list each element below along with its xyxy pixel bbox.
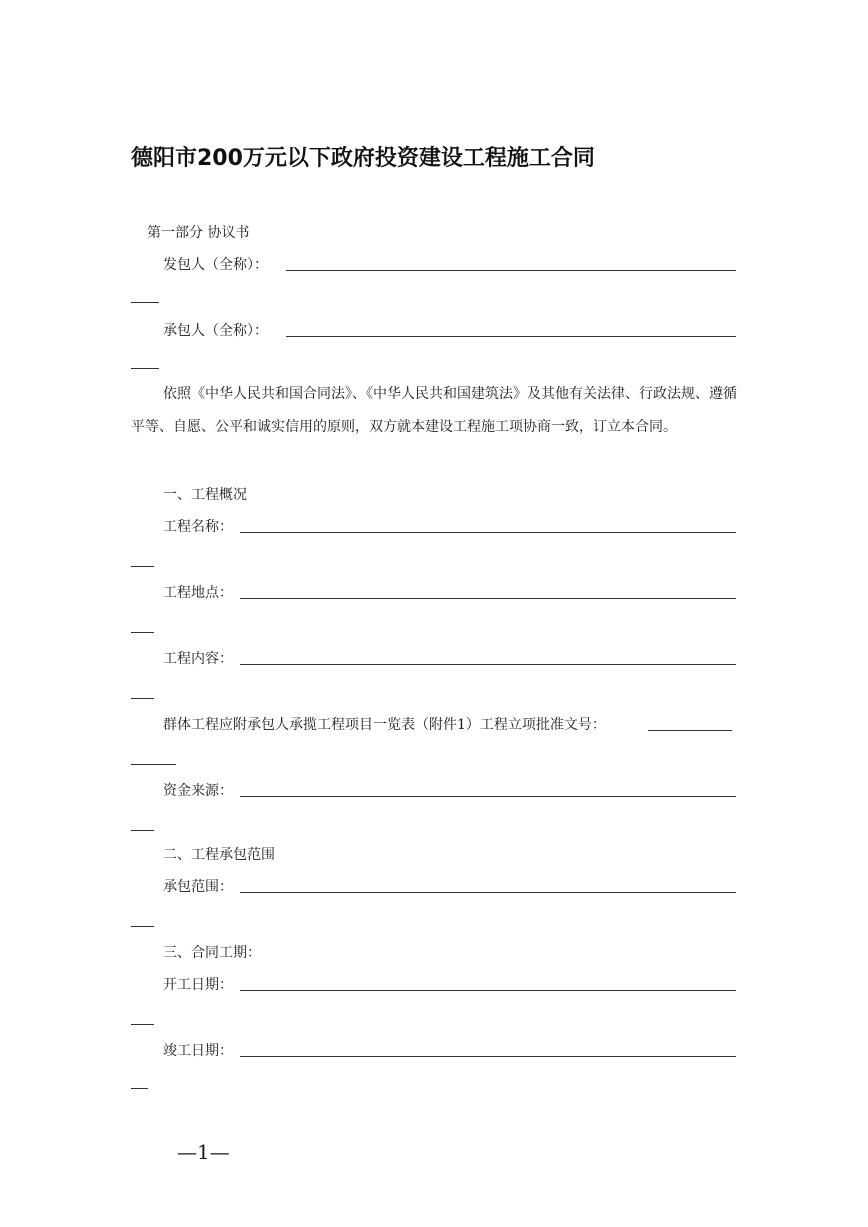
part-heading: 第一部分 协议书 — [147, 225, 250, 241]
intro-paragraph: 依照《中华人民共和国合同法》、《中华人民共和国建筑法》及其他有关法律、行政法规、遵循平等、自愿、公平和诚实信用的原则，双方就本建设工程施工项协商一致，订立本合同。 — [131, 386, 737, 435]
approval-number-fill-line[interactable] — [648, 730, 732, 731]
start-date-fill-line-cont — [131, 1024, 154, 1025]
project-content-label: 工程内容： — [163, 651, 233, 667]
employer-fill-line-cont — [131, 302, 159, 303]
document-title: 德阳市200万元以下政府投资建设工程施工合同 — [131, 146, 595, 171]
employer-label: 发包人（全称）： — [163, 257, 268, 273]
group-project-label: 群体工程应附承包人承揽工程项目一览表（附件1）工程立项批准文号： — [163, 717, 606, 733]
contractor-fill-line-cont — [131, 368, 159, 369]
completion-date-fill-line[interactable] — [240, 1056, 736, 1057]
completion-date-label: 竣工日期： — [163, 1043, 233, 1059]
section3-heading: 三、合同工期： — [163, 945, 261, 961]
contractor-label: 承包人（全称）： — [163, 323, 268, 339]
employer-fill-line[interactable] — [286, 270, 736, 271]
page-number: —1— — [177, 1140, 230, 1164]
project-content-fill-line[interactable] — [240, 664, 736, 665]
section1-heading: 一、工程概况 — [163, 487, 247, 503]
approval-number-fill-line-cont — [131, 764, 176, 765]
funding-label: 资金来源： — [163, 783, 233, 799]
start-date-label: 开工日期： — [163, 977, 233, 993]
funding-fill-line-cont — [131, 830, 154, 831]
scope-fill-line[interactable] — [240, 892, 736, 893]
scope-fill-line-cont — [131, 926, 154, 927]
section2-heading: 二、工程承包范围 — [163, 847, 275, 863]
project-name-fill-line[interactable] — [240, 532, 736, 533]
funding-fill-line[interactable] — [240, 796, 736, 797]
project-name-label: 工程名称： — [163, 519, 233, 535]
completion-date-fill-line-cont — [131, 1088, 148, 1089]
project-location-fill-line[interactable] — [240, 598, 736, 599]
project-content-fill-line-cont — [131, 698, 154, 699]
project-location-fill-line-cont — [131, 632, 154, 633]
scope-label: 承包范围： — [163, 879, 233, 895]
project-name-fill-line-cont — [131, 566, 154, 567]
project-location-label: 工程地点： — [163, 585, 233, 601]
contractor-fill-line[interactable] — [286, 336, 736, 337]
start-date-fill-line[interactable] — [240, 990, 736, 991]
